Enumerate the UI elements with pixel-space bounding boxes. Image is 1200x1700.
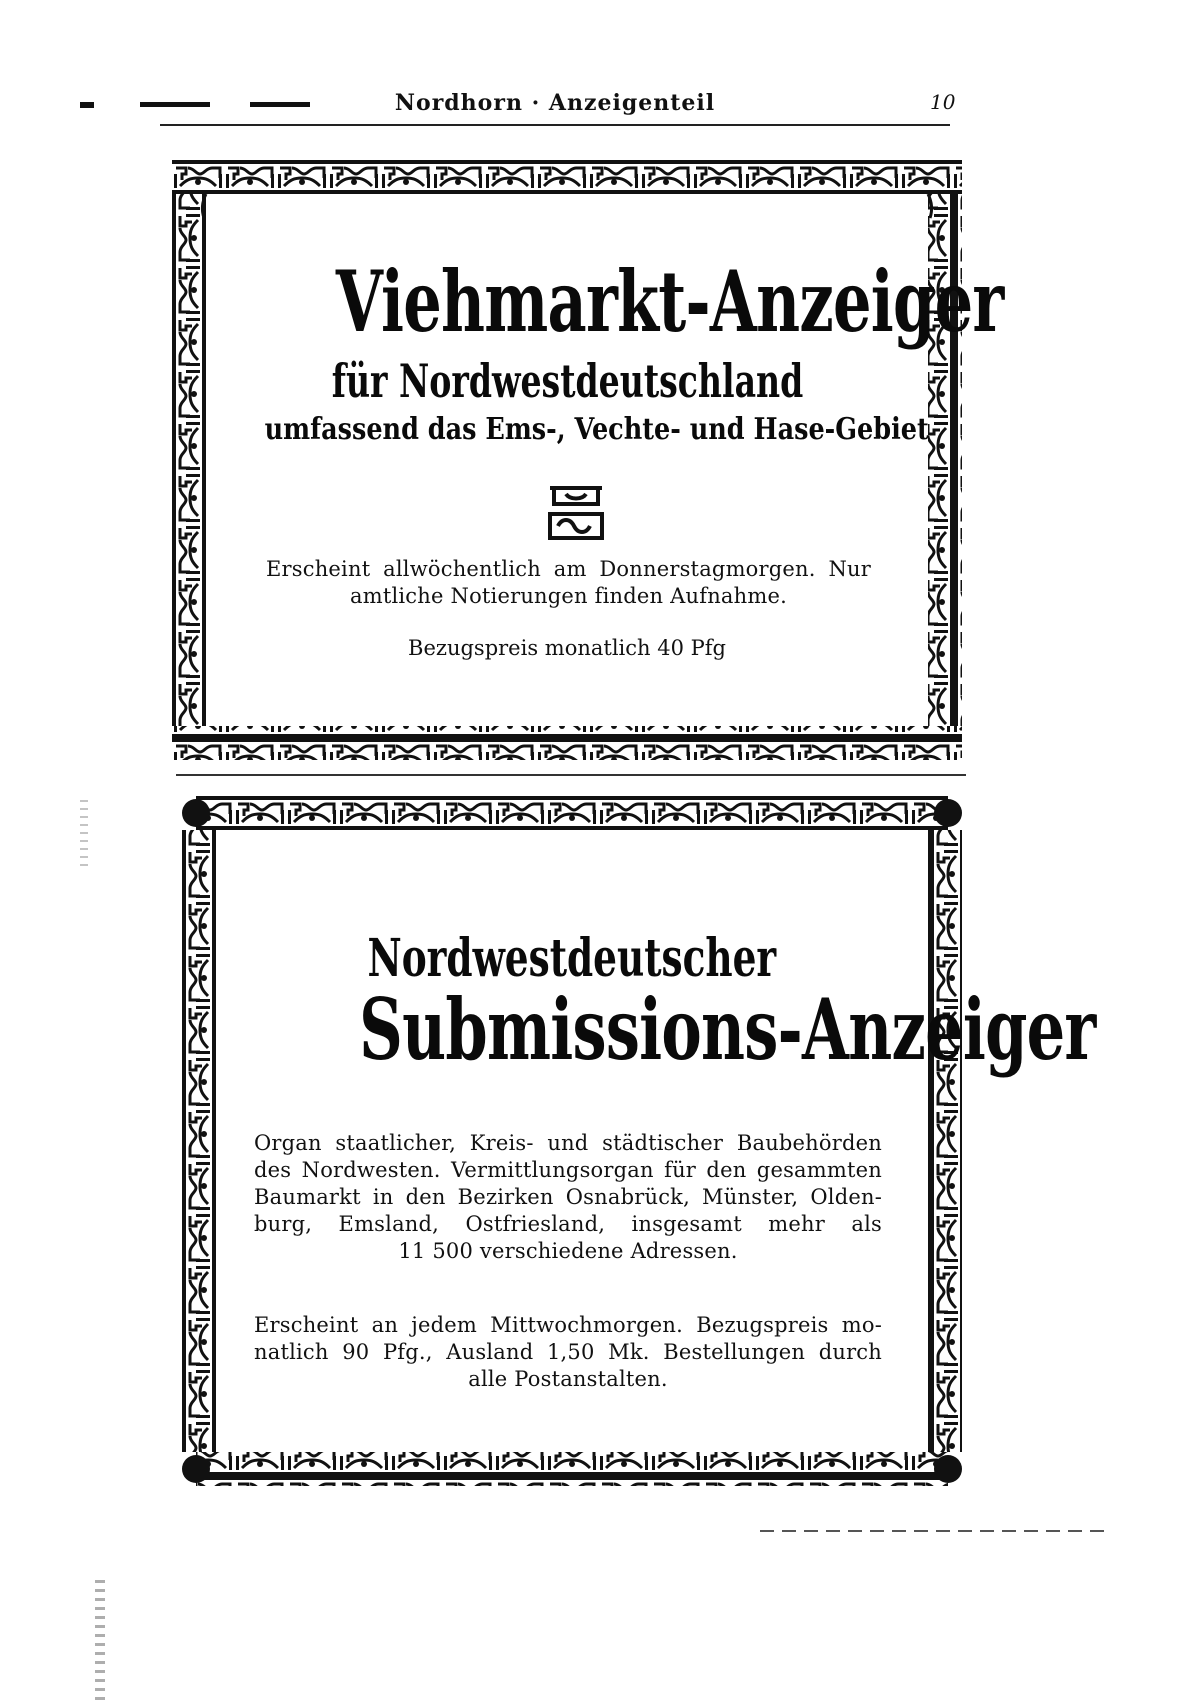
ad2-description-line: des Nordwesten. Vermittlungsorgan für den gesammten [254, 1158, 882, 1182]
bottom-dashed-rule [760, 1530, 1105, 1532]
ad2-title-line2: Submissions-Anzeiger [359, 980, 1096, 1079]
ad2-content [216, 830, 1096, 1452]
ad2-subscription-line: natlich 90 Pfg., Ausland 1,50 Mk. Bestellungen durch [254, 1340, 882, 1364]
ad1-price: Bezugspreis monatlich 40 Pfg [408, 636, 726, 660]
scan-edge-artifact [95, 1580, 105, 1700]
ad1-title: Viehmarkt-Anzeiger [335, 252, 1004, 351]
ad1-ornament-icon [546, 484, 606, 542]
ad1-region-line: umfassend das Ems-, Vechte- und Hase-Gebiet [264, 412, 929, 447]
ad1-content [206, 194, 1004, 726]
ad1-description-line: Erscheint allwöchentlich am Donnerstagmorgen. Nur [266, 557, 871, 581]
ad2-description-line: burg, Emsland, Ostfriesland, insgesamt mehr als [254, 1212, 882, 1236]
separator-rule [176, 774, 966, 776]
ad2-subscription-line: alle Postanstalten. [468, 1367, 668, 1391]
ad1-box [172, 160, 1004, 760]
header-rule [160, 124, 950, 126]
ad1-description [266, 556, 871, 610]
ad2-description-line: Organ staatlicher, Kreis- und städtischer Baubehörden [254, 1131, 882, 1155]
ad1-subtitle: für Nordwestdeutschland [331, 354, 803, 408]
ad2-description-line: 11 500 verschiedene Adressen. [398, 1239, 738, 1263]
running-header-title: Nordhorn · Anzeigenteil [394, 90, 716, 116]
ad2-title-line1: Nordwestdeutscher [367, 928, 777, 989]
ad2-description [254, 1130, 882, 1265]
ad2-description-line: Baumarkt in den Bezirken Osnabrück, Münster, Olden- [254, 1185, 882, 1209]
scan-edge-artifact [80, 800, 88, 870]
ad2-subscription [254, 1312, 882, 1393]
ad2-box [182, 796, 1096, 1486]
ad1-description-line: amtliche Notierungen finden Aufnahme. [350, 584, 787, 608]
page-number: 10 [930, 90, 956, 114]
ad2-subscription-line: Erscheint an jedem Mittwochmorgen. Bezugspreis mo- [254, 1313, 882, 1337]
